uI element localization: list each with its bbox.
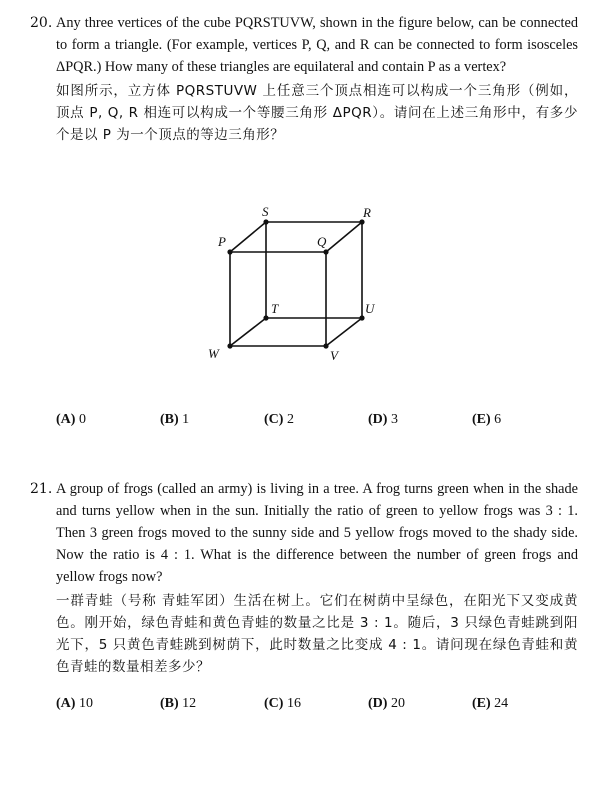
vertex-v-dot xyxy=(323,343,328,348)
edge-wt xyxy=(230,318,266,346)
vertex-u-dot xyxy=(359,315,364,320)
cube-figure xyxy=(196,196,396,372)
vertex-label-v: V xyxy=(330,348,338,363)
choice-b[interactable]: (B) 12 xyxy=(160,696,197,711)
choice-c[interactable]: (C) 2 xyxy=(264,412,294,427)
vertex-label-q: Q xyxy=(317,234,327,249)
vertex-label-w: W xyxy=(208,346,219,361)
problem-english-text: A group of frogs (called an army) is living in a tree. A frog turns green when in the shade and turns yellow when in the sun. Initially the ratio of green to yellow frogs was 3 : 1. Then 3 green frogs moved to the sunny side and 5 yellow frogs moved to the shady side. Now the ratio is 4 : 1. What is the difference between the number of green frogs and yellow frogs now? xyxy=(56,481,578,585)
answer-choices-21 xyxy=(56,696,576,718)
vertex-q-dot xyxy=(323,249,328,254)
problem-english-text: Any three vertices of the cube PQRSTUVW, shown in the figure below, can be connected to form a triangle. (For example, vertices P, Q, and R can be connected to form isosceles ΔPQR.) How many of these triangles are equilateral and contain P as a vertex? xyxy=(56,15,578,75)
choice-b[interactable]: (B) 1 xyxy=(160,412,190,427)
answer-choices-20 xyxy=(56,412,576,434)
edge-qr xyxy=(326,222,362,252)
choice-d[interactable]: (D) 20 xyxy=(368,696,405,711)
vertex-label-s: S xyxy=(262,204,269,219)
choice-e[interactable]: (E) 6 xyxy=(472,412,502,427)
problem-chinese-text: 如图所示，立方体 PQRSTUVW 上任意三个顶点相连可以构成一个三角形（例如，顶点 P, Q, R 相连可以构成一个等腰三角形 ΔPQR）。请问在上述三角形中，有多少个是以 P 为一个顶点的等边三角形？ xyxy=(56,83,578,143)
problem-body xyxy=(56,12,578,146)
choice-a[interactable]: (A) 0 xyxy=(56,412,86,427)
problem-number: 20. xyxy=(30,15,53,31)
vertex-label-u: U xyxy=(365,301,375,316)
vertex-r-dot xyxy=(359,219,364,224)
edge-ps xyxy=(230,222,266,252)
problem-chinese-text: 一群青蛙（号称 青蛙军团）生活在树上。它们在树荫中呈绿色，在阳光下又变成黄色。刚开始，绿色青蛙和黄色青蛙的数量之比是 3 : 1。随后，3 只绿色青蛙跳到阳光下，5 只黄色青蛙跳到树荫下，此时数量之比变成 4 : 1。请问现在绿色青蛙和黄色青蛙的数量相差多少？ xyxy=(56,593,578,675)
vertex-label-p: P xyxy=(218,234,226,249)
vertex-s-dot xyxy=(263,219,268,224)
problem-number: 21. xyxy=(30,481,53,497)
choice-d[interactable]: (D) 3 xyxy=(368,412,398,427)
cube-svg xyxy=(196,196,396,372)
vertex-label-t: T xyxy=(271,301,279,316)
problem-body xyxy=(56,478,578,678)
vertex-t-dot xyxy=(263,315,268,320)
vertex-p-dot xyxy=(227,249,232,254)
choice-e[interactable]: (E) 24 xyxy=(472,696,509,711)
problem-20 xyxy=(30,12,578,146)
edge-vu xyxy=(326,318,362,346)
vertex-w-dot xyxy=(227,343,232,348)
problem-21 xyxy=(30,478,578,678)
choice-a[interactable]: (A) 10 xyxy=(56,696,93,711)
vertex-label-r: R xyxy=(363,205,371,220)
choice-c[interactable]: (C) 16 xyxy=(264,696,301,711)
